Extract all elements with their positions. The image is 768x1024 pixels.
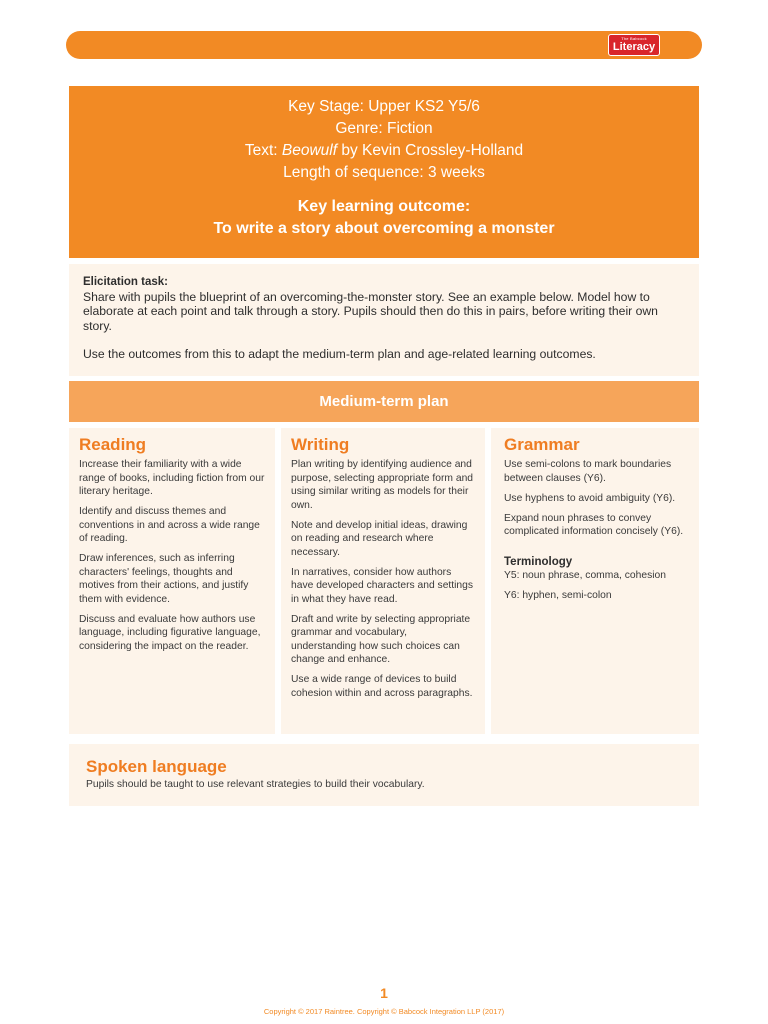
terminology-item: Y5: noun phrase, comma, cohesion: [504, 569, 666, 581]
reading-heading: Reading: [79, 435, 147, 454]
overview-panel: [69, 86, 699, 258]
reading-item: Identify and discuss themes and conventions in and across a wide range of reading.: [79, 506, 260, 544]
terminology-heading: Terminology: [504, 555, 573, 568]
writing-item: Note and develop initial ideas, drawing on reading and research where necessary.: [291, 519, 468, 558]
spoken-language-heading: Spoken language: [86, 757, 227, 776]
reading-column: [69, 428, 275, 734]
header-bar: [66, 31, 702, 59]
page-number: 1: [380, 985, 388, 1001]
genre: Genre: Fiction: [335, 120, 433, 137]
text-suffix: by Kevin Crossley-Holland: [337, 142, 524, 159]
writing-item: Draft and write by selecting appropriate grammar and vocabulary, understanding how such choices can change and enhance.: [291, 613, 471, 665]
elicitation-note: Use the outcomes from this to adapt the medium-term plan and age-related learning outcomes.: [83, 347, 596, 361]
text-prefix: Text:: [244, 142, 282, 159]
sequence-length: Length of sequence: 3 weeks: [283, 164, 485, 181]
elicitation-task-panel: [69, 264, 699, 376]
writing-item: Plan writing by identifying audience and purpose, selecting appropriate form and using similar writing as models for their own.: [291, 459, 474, 511]
grammar-heading: Grammar: [504, 435, 580, 454]
literacy-logo: [608, 34, 660, 56]
reading-item: Draw inferences, such as inferring characters' feelings, thoughts and motives from their actions, and justify them with evidence.: [79, 553, 249, 605]
outcome-text: To write a story about overcoming a monster: [213, 220, 555, 237]
writing-item: Use a wide range of devices to build cohesion within and across paragraphs.: [291, 674, 473, 699]
outcome-heading: Key learning outcome:: [297, 198, 471, 215]
reading-item: Increase their familiarity with a wide range of books, including fiction from our literary heritage.: [79, 459, 265, 497]
grammar-item: Use semi-colons to mark boundaries between clauses (Y6).: [504, 459, 672, 484]
text-title: Beowulf: [281, 142, 338, 159]
logo-main-text: Literacy: [612, 41, 656, 53]
reading-item: Discuss and evaluate how authors use language, including figurative language, considering the impact on the reader.: [79, 613, 261, 652]
terminology-item: Y6: hyphen, semi-colon: [504, 589, 612, 601]
key-stage: Key Stage: Upper KS2 Y5/6: [288, 98, 480, 115]
text-info: [69, 140, 699, 162]
spoken-language-panel: [69, 744, 699, 806]
logo-small-text: The Babcock: [621, 36, 647, 41]
grammar-item: Use hyphens to avoid ambiguity (Y6).: [504, 492, 676, 504]
overview-details: [69, 86, 699, 184]
copyright-notice: Copyright © 2017 Raintree. Copyright © Babcock Integration LLP (2017): [263, 1007, 505, 1016]
grammar-column: [491, 428, 699, 734]
spoken-language-body: Pupils should be taught to use relevant strategies to build their vocabulary.: [86, 779, 425, 790]
elicitation-title: Elicitation task:: [83, 276, 168, 288]
medium-term-plan-heading: Medium-term plan: [69, 381, 699, 422]
writing-heading: Writing: [291, 435, 350, 454]
key-learning-outcome: [69, 196, 699, 240]
elicitation-body: Share with pupils the blueprint of an overcoming-the-monster story. See an example below. Model how to elaborate at each point and talk through a story. Pupils should then do this in pairs, before writing their own story.: [83, 289, 658, 333]
writing-item: In narratives, consider how authors have developed characters and settings in what they have read.: [291, 566, 474, 605]
grammar-item: Expand noun phrases to convey complicated information concisely (Y6).: [504, 512, 684, 537]
writing-column: [281, 428, 485, 734]
